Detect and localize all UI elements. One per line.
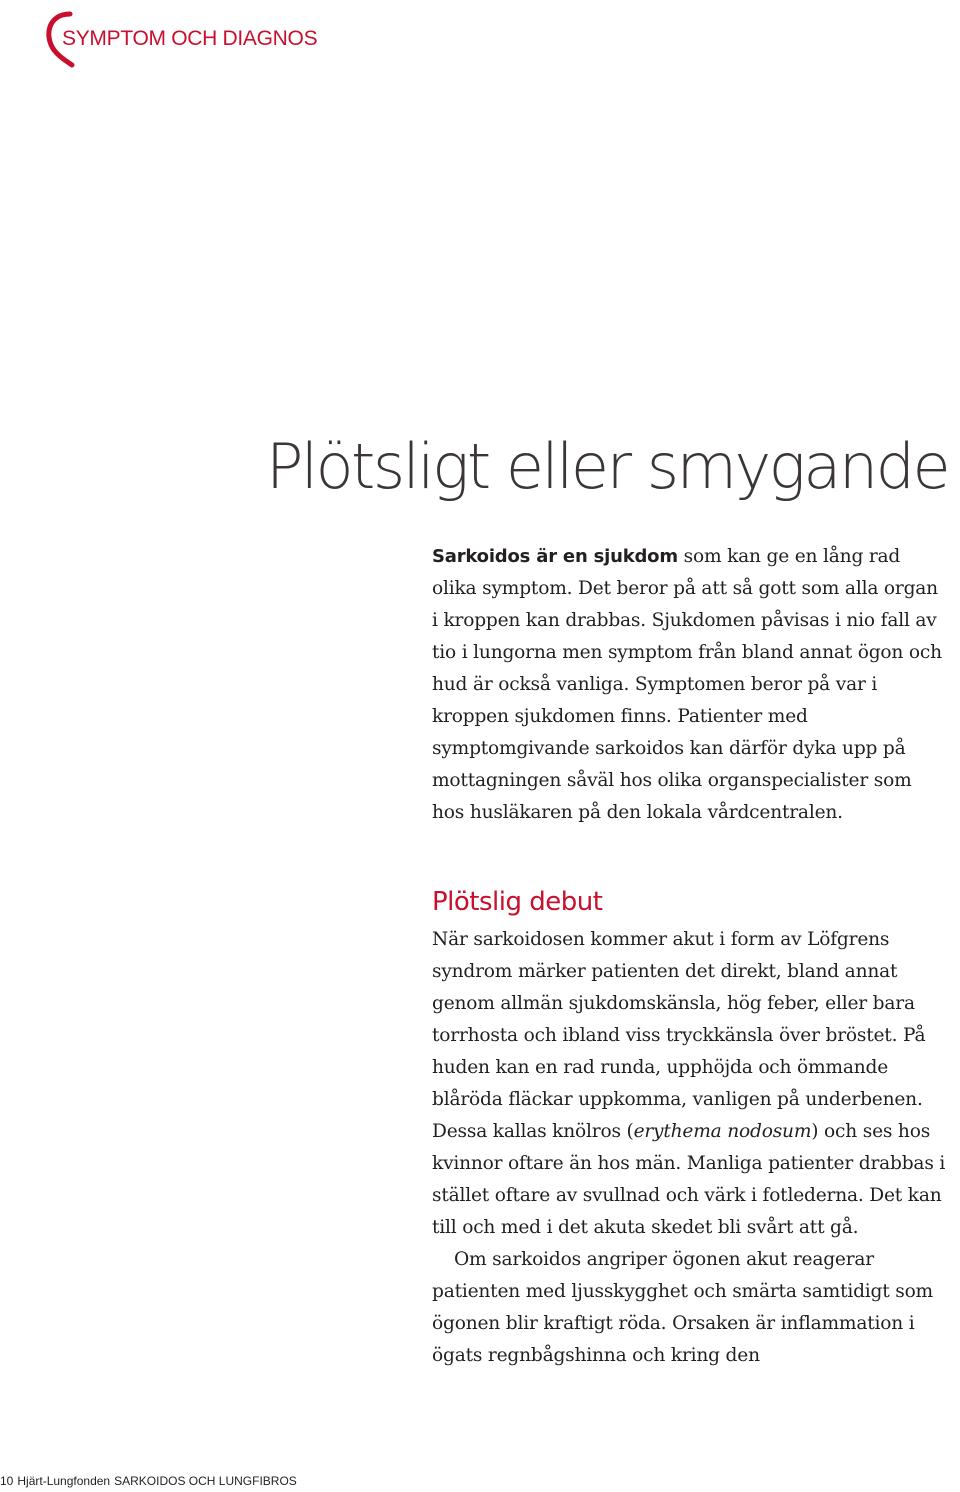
intro-lead: Sarkoidos är en sjukdom [432, 546, 678, 567]
latin-term: erythema nodosum [633, 1121, 812, 1142]
intro-paragraph [432, 541, 946, 829]
page-footer [0, 1474, 301, 1488]
section-heading: Plötslig debut [432, 887, 603, 917]
paragraph-text: ) och ses hos kvinnor oftare än hos män. Manliga patienter drabbas i stället oftare av svullnad och värk i fotlederna. Det kan till och med i det akuta skedet bli svårt att gå. [432, 1121, 946, 1238]
section-label: SYMPTOM OCH DIAGNOS [62, 27, 318, 50]
section-paragraph-1 [432, 924, 946, 1244]
footer-publication: SARKOIDOS OCH LUNGFIBROS [114, 1474, 297, 1488]
section-paragraph-2: Om sarkoidos angriper ögonen akut reagerar patienten med ljusskygghet och smärta samtidigt som ögonen blir kraftigt röda. Orsaken är inflammation i ögats regnbågshinna och kring den [432, 1249, 933, 1366]
footer-publisher: Hjärt-Lungfonden [17, 1474, 111, 1488]
paragraph-text: När sarkoidosen kommer akut i form av Löfgrens syndrom märker patienten det direkt, bland annat genom allmän sjukdomskänsla, hög feber, eller bara torrhosta och ibland viss tryckkänsla över bröstet. På huden kan en rad runda, upphöjda och ömmande blåröda fläckar uppkomma, vanligen på underbenen. Dessa kallas knölros ( [432, 929, 926, 1142]
page-title: Plötsligt eller smygande [266, 430, 949, 503]
page-number: 10 [0, 1474, 14, 1488]
section-body [432, 924, 946, 1372]
intro-text: som kan ge en lång rad olika symptom. Det beror på att så gott som alla organ i kroppen kan drabbas. Sjukdomen påvisas i nio fall av tio i lungorna men symptom från bland annat ögon och hud är också vanliga. Symptomen beror på var i kroppen sjukdomen finns. Patienter med symptomgivande sarkoidos kan därför dyka upp på mottagningen såväl hos olika organspecialister som hos husläkaren på den lokala vårdcentralen. [432, 546, 942, 823]
